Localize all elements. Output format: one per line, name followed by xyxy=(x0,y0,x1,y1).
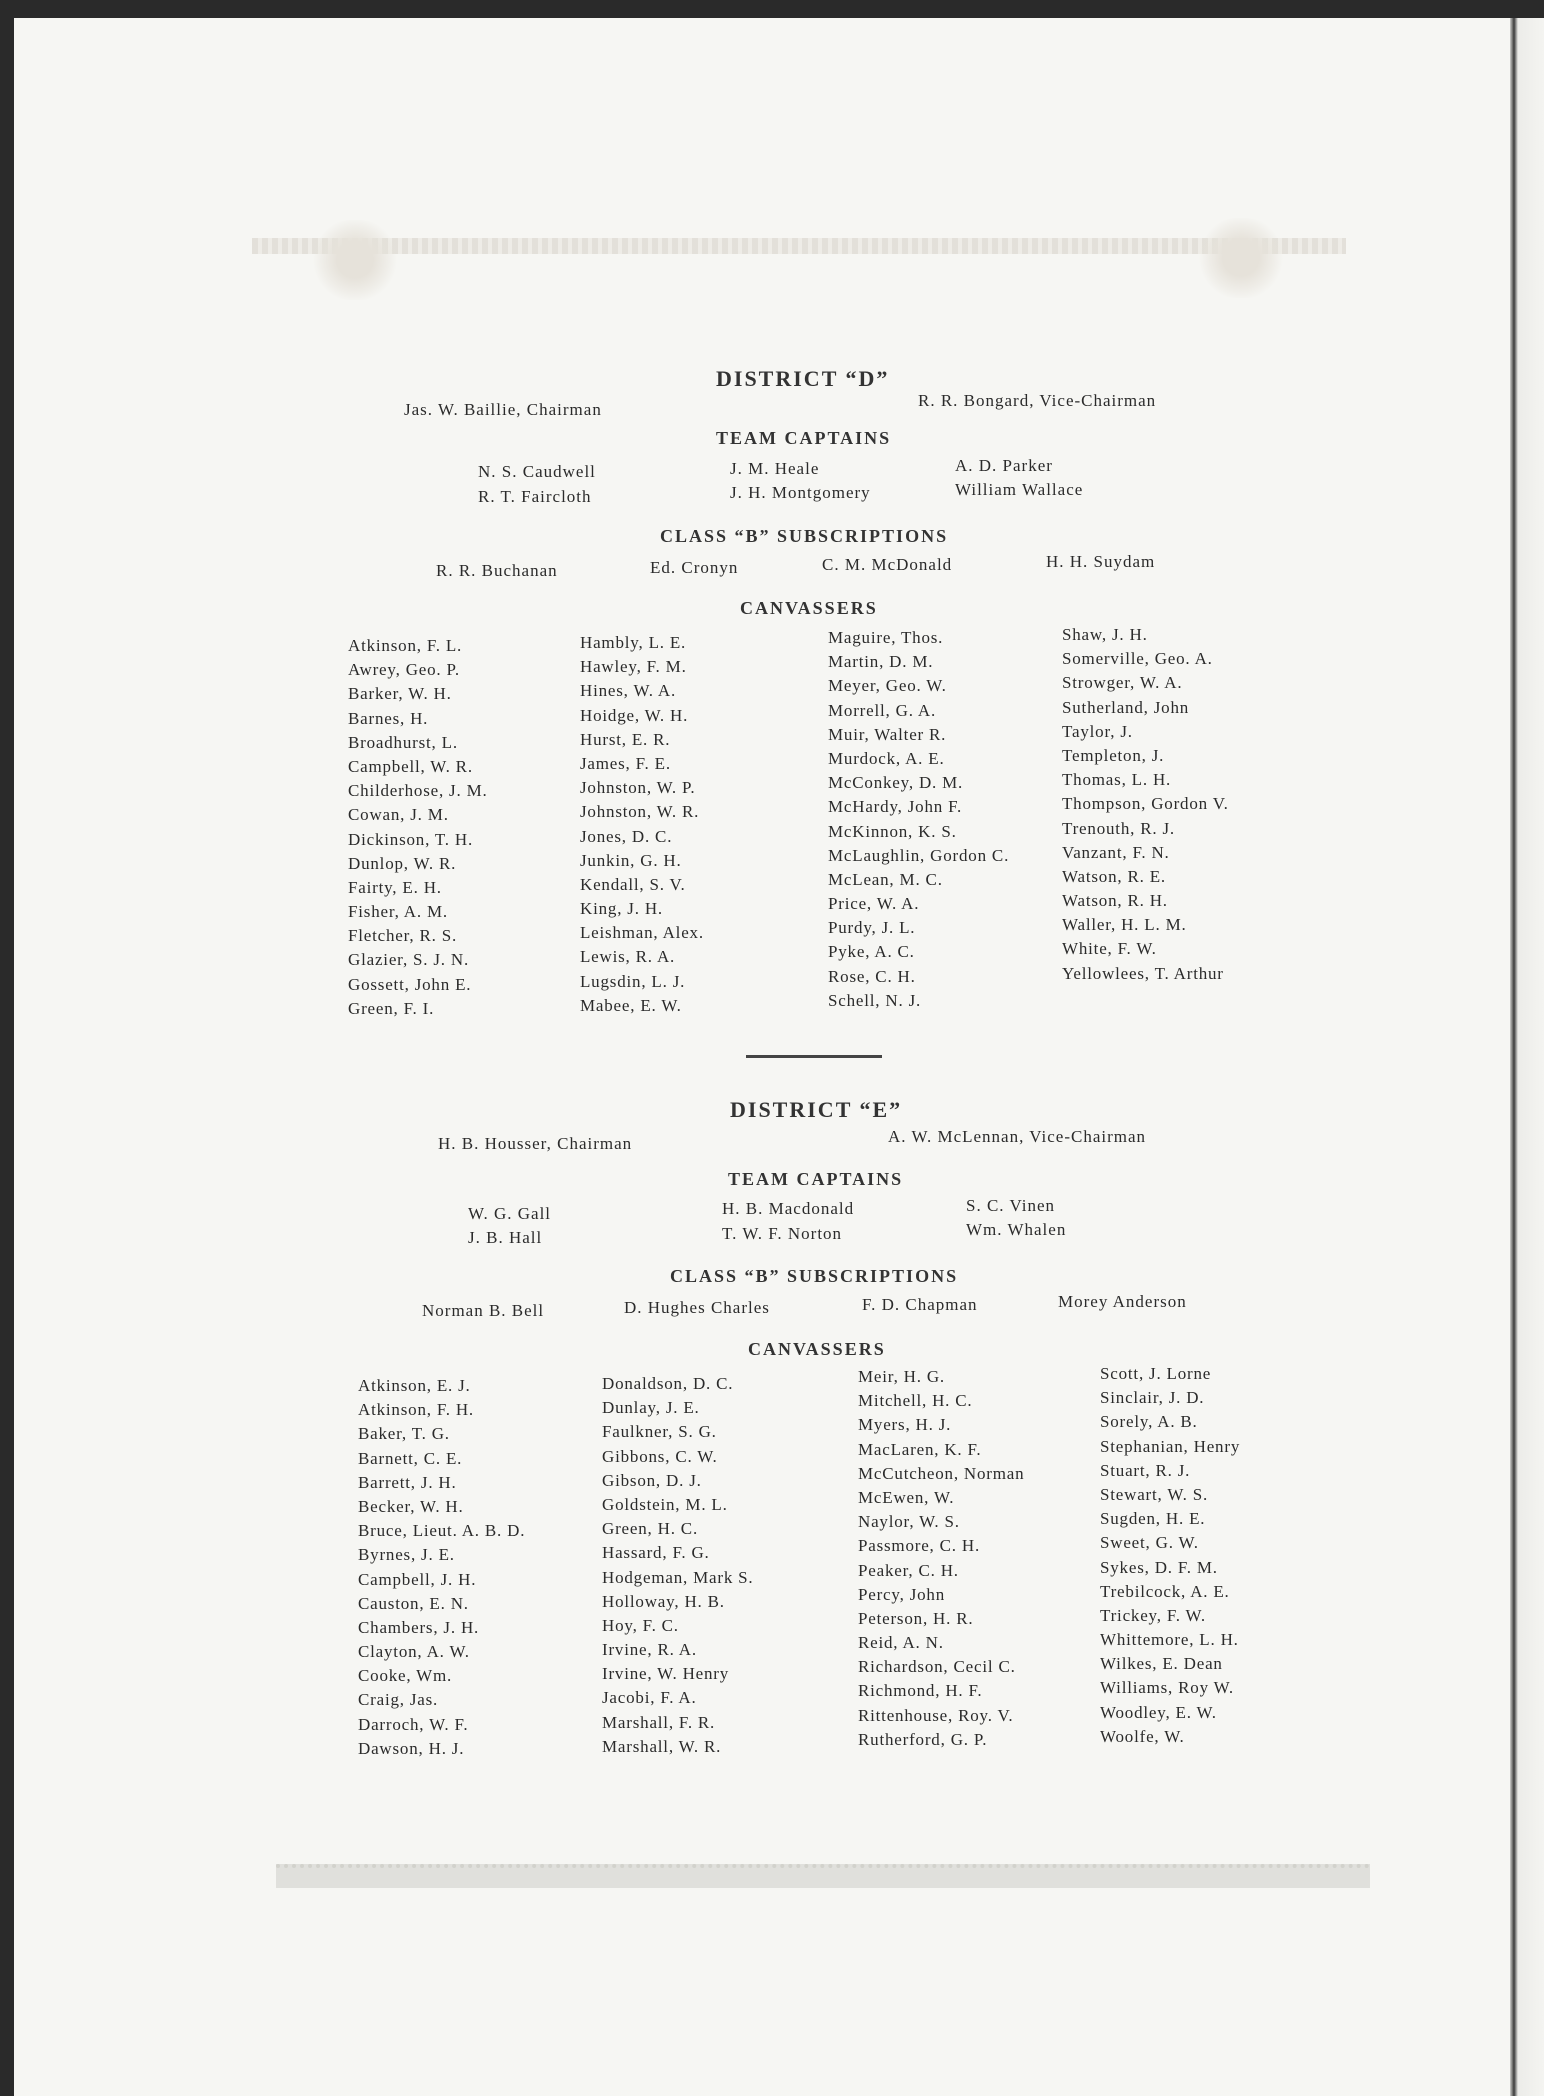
district-d-canvassers-col-3 xyxy=(828,626,1009,1013)
canvasser-name: Purdy, J. L. xyxy=(828,918,916,938)
canvasser-name: Craig, Jas. xyxy=(358,1690,439,1710)
canvasser-name: Stuart, R. J. xyxy=(1100,1460,1191,1480)
district-e-captain: W. G. Gall xyxy=(468,1204,552,1223)
district-d-canvassers-col-4 xyxy=(1062,623,1229,986)
canvasser-name: Hodgeman, Mark S. xyxy=(602,1567,754,1587)
canvasser-name: Woolfe, W. xyxy=(1100,1726,1185,1746)
canvasser-name: Woodley, E. W. xyxy=(1100,1702,1217,1722)
canvasser-name: Gibson, D. J. xyxy=(602,1470,702,1490)
canvasser-name: Green, F. I. xyxy=(348,998,435,1018)
canvasser-name: Becker, W. H. xyxy=(358,1496,464,1516)
district-d-chairman: Jas. W. Baillie, Chairman xyxy=(404,400,602,419)
canvasser-name: Taylor, J. xyxy=(1062,721,1133,741)
canvasser-name: Baker, T. G. xyxy=(358,1424,450,1444)
canvasser-name: Trickey, F. W. xyxy=(1100,1605,1206,1625)
district-e-captain: H. B. Macdonald xyxy=(722,1199,855,1218)
canvasser-name: McLean, M. C. xyxy=(828,869,943,889)
canvasser-name: Awrey, Geo. P. xyxy=(348,660,460,680)
canvasser-name: Jacobi, F. A. xyxy=(602,1688,697,1708)
canvasser-name: Yellowlees, T. Arthur xyxy=(1062,963,1224,983)
canvasser-name: Barrett, J. H. xyxy=(358,1472,457,1492)
canvasser-name: Marshall, F. R. xyxy=(602,1712,716,1732)
canvasser-name: Gibbons, C. W. xyxy=(602,1446,718,1466)
canvasser-name: Myers, H. J. xyxy=(858,1415,952,1435)
district-d-canvassers-col-2 xyxy=(580,631,704,1018)
canvasser-name: Percy, John xyxy=(858,1584,946,1604)
canvasser-name: Rittenhouse, Roy. V. xyxy=(858,1705,1014,1725)
canvasser-name: Passmore, C. H. xyxy=(858,1536,981,1556)
canvasser-name: Atkinson, E. J. xyxy=(358,1376,471,1395)
canvasser-name: Donaldson, D. C. xyxy=(602,1374,734,1393)
canvasser-name: Wilkes, E. Dean xyxy=(1100,1654,1223,1674)
canvasser-name: Somerville, Geo. A. xyxy=(1062,649,1213,669)
district-e-class-b-name: Morey Anderson xyxy=(1058,1292,1187,1311)
district-d-team-captains-heading: TEAM CAPTAINS xyxy=(716,428,892,448)
district-e-class-b-name: D. Hughes Charles xyxy=(624,1298,770,1317)
district-d-canvassers-col-1 xyxy=(348,634,488,1021)
canvasser-name: Peterson, H. R. xyxy=(858,1608,974,1628)
canvasser-name: Campbell, J. H. xyxy=(358,1569,477,1589)
canvasser-name: Hawley, F. M. xyxy=(580,657,687,677)
canvasser-name: Fletcher, R. S. xyxy=(348,926,458,946)
canvasser-name: Vanzant, F. N. xyxy=(1062,842,1170,862)
canvasser-name: Leishman, Alex. xyxy=(580,923,704,943)
canvasser-name: Johnston, W. P. xyxy=(580,778,696,798)
section-divider xyxy=(746,1055,882,1058)
district-d-class-b-heading: CLASS “B” SUBSCRIPTIONS xyxy=(660,526,949,546)
canvasser-name: Hines, W. A. xyxy=(580,681,677,701)
canvasser-name: Sweet, G. W. xyxy=(1100,1533,1199,1553)
canvasser-name: Broadhurst, L. xyxy=(348,732,458,752)
canvasser-name: Hoy, F. C. xyxy=(602,1615,679,1635)
canvasser-name: Atkinson, F. L. xyxy=(348,636,463,655)
canvasser-name: Trenouth, R. J. xyxy=(1062,818,1175,838)
district-d-canvassers-heading: CANVASSERS xyxy=(740,598,878,618)
canvasser-name: Fairty, E. H. xyxy=(348,877,442,897)
district-e-canvassers-col-1 xyxy=(358,1374,525,1761)
district-d-class-b-name: C. M. McDonald xyxy=(822,555,953,574)
canvasser-name: Darroch, W. F. xyxy=(358,1714,469,1734)
canvasser-name: Watson, R. H. xyxy=(1062,891,1168,911)
canvasser-name: Muir, Walter R. xyxy=(828,724,947,744)
district-e-captain: J. B. Hall xyxy=(468,1228,543,1247)
canvasser-name: Atkinson, F. H. xyxy=(358,1400,474,1420)
canvasser-name: Peaker, C. H. xyxy=(858,1560,959,1580)
canvasser-name: McHardy, John F. xyxy=(828,797,963,817)
canvasser-name: McConkey, D. M. xyxy=(828,773,964,793)
canvasser-name: Stephanian, Henry xyxy=(1100,1436,1241,1456)
canvasser-name: Reid, A. N. xyxy=(858,1633,944,1653)
canvasser-name: Irvine, W. Henry xyxy=(602,1664,730,1684)
district-d-captain: N. S. Caudwell xyxy=(478,462,596,481)
top-ornament-band xyxy=(252,238,1346,254)
canvasser-name: Hurst, E. R. xyxy=(580,729,671,749)
district-e-captain: S. C. Vinen xyxy=(966,1196,1056,1215)
canvasser-name: Richardson, Cecil C. xyxy=(858,1657,1016,1677)
canvasser-name: Cooke, Wm. xyxy=(358,1666,453,1686)
canvasser-name: Bruce, Lieut. A. B. D. xyxy=(358,1521,526,1541)
canvasser-name: Chambers, J. H. xyxy=(358,1617,480,1637)
district-e-class-b-name: Norman B. Bell xyxy=(422,1301,545,1320)
canvasser-name: Hassard, F. G. xyxy=(602,1543,710,1563)
canvasser-name: Stewart, W. S. xyxy=(1100,1484,1209,1504)
canvasser-name: James, F. E. xyxy=(580,753,671,773)
canvasser-name: Maguire, Thos. xyxy=(828,628,944,647)
canvasser-name: Barker, W. H. xyxy=(348,684,452,704)
canvasser-name: Murdock, A. E. xyxy=(828,748,945,768)
canvasser-name: Richmond, H. F. xyxy=(858,1681,983,1701)
district-d-captain: A. D. Parker xyxy=(955,456,1053,475)
canvasser-name: Faulkner, S. G. xyxy=(602,1422,717,1442)
left-flourish xyxy=(310,220,400,300)
canvasser-name: Sutherland, John xyxy=(1062,697,1190,717)
canvasser-name: Trebilcock, A. E. xyxy=(1100,1581,1230,1601)
canvasser-name: Thompson, Gordon V. xyxy=(1062,794,1229,814)
canvasser-name: Green, H. C. xyxy=(602,1519,698,1539)
canvasser-name: Rutherford, G. P. xyxy=(858,1729,988,1749)
district-d-class-b-name: Ed. Cronyn xyxy=(650,558,739,577)
district-d-captain: William Wallace xyxy=(955,480,1084,499)
canvasser-name: Holloway, H. B. xyxy=(602,1591,725,1611)
canvasser-name: Mabee, E. W. xyxy=(580,995,682,1015)
canvasser-name: White, F. W. xyxy=(1062,939,1157,959)
canvasser-name: Cowan, J. M. xyxy=(348,805,449,825)
canvasser-name: Scott, J. Lorne xyxy=(1100,1364,1212,1383)
district-e-captain: T. W. F. Norton xyxy=(722,1224,843,1243)
canvasser-name: Meir, H. G. xyxy=(858,1367,945,1386)
canvasser-name: Lugsdin, L. J. xyxy=(580,971,686,991)
canvasser-name: Sorely, A. B. xyxy=(1100,1412,1198,1432)
canvasser-name: Junkin, G. H. xyxy=(580,850,682,870)
canvasser-name: Hambly, L. E. xyxy=(580,633,687,652)
district-e-canvassers-col-3 xyxy=(858,1365,1024,1752)
canvasser-name: Glazier, S. J. N. xyxy=(348,950,470,970)
canvasser-name: Williams, Roy W. xyxy=(1100,1678,1234,1698)
canvasser-name: Dunlop, W. R. xyxy=(348,853,457,873)
canvasser-name: Dunlay, J. E. xyxy=(602,1398,700,1418)
district-d-captain: J. M. Heale xyxy=(730,459,820,478)
canvasser-name: Naylor, W. S. xyxy=(858,1512,960,1532)
canvasser-name: Hoidge, W. H. xyxy=(580,705,689,725)
canvasser-name: Whittemore, L. H. xyxy=(1100,1630,1239,1650)
page-edge xyxy=(1510,18,1544,2096)
canvasser-name: Pyke, A. C. xyxy=(828,942,915,962)
canvasser-name: Waller, H. L. M. xyxy=(1062,915,1187,935)
canvasser-name: Dickinson, T. H. xyxy=(348,829,474,849)
canvasser-name: Johnston, W. R. xyxy=(580,802,700,822)
canvasser-name: Sugden, H. E. xyxy=(1100,1509,1206,1529)
district-e-captain: Wm. Whalen xyxy=(966,1220,1067,1239)
canvasser-name: Jones, D. C. xyxy=(580,826,673,846)
canvasser-name: Meyer, Geo. W. xyxy=(828,676,947,696)
canvasser-name: Barnes, H. xyxy=(348,708,429,728)
district-e-canvassers-col-4 xyxy=(1100,1362,1240,1749)
district-d-vice-chairman: R. R. Bongard, Vice-Chairman xyxy=(918,391,1157,410)
canvasser-name: Gossett, John E. xyxy=(348,974,472,994)
canvasser-name: Strowger, W. A. xyxy=(1062,673,1183,693)
canvasser-name: King, J. H. xyxy=(580,899,663,919)
canvasser-name: Marshall, W. R. xyxy=(602,1736,722,1756)
canvasser-name: Barnett, C. E. xyxy=(358,1448,463,1468)
district-e-team-captains-heading: TEAM CAPTAINS xyxy=(728,1169,904,1189)
canvasser-name: Byrnes, J. E. xyxy=(358,1545,455,1565)
canvasser-name: MacLaren, K. F. xyxy=(858,1439,982,1459)
district-e-vice-chairman: A. W. McLennan, Vice-Chairman xyxy=(888,1127,1147,1146)
district-e-chairman: H. B. Housser, Chairman xyxy=(438,1134,633,1153)
canvasser-name: McLaughlin, Gordon C. xyxy=(828,845,1010,865)
canvasser-name: Morrell, G. A. xyxy=(828,700,936,720)
district-e-class-b-heading: CLASS “B” SUBSCRIPTIONS xyxy=(670,1266,959,1286)
canvasser-name: Childerhose, J. M. xyxy=(348,781,488,801)
district-d-title: DISTRICT “D” xyxy=(716,366,890,391)
district-e-canvassers-col-2 xyxy=(602,1372,753,1759)
canvasser-name: Watson, R. E. xyxy=(1062,866,1166,886)
canvasser-name: McCutcheon, Norman xyxy=(858,1463,1025,1483)
district-d-class-b-name: H. H. Suydam xyxy=(1046,552,1156,571)
canvasser-name: McEwen, W. xyxy=(858,1487,955,1507)
canvasser-name: Clayton, A. W. xyxy=(358,1642,470,1662)
district-e-canvassers-heading: CANVASSERS xyxy=(748,1339,886,1359)
canvasser-name: Rose, C. H. xyxy=(828,966,916,986)
district-e-title: DISTRICT “E” xyxy=(730,1097,903,1122)
canvasser-name: Schell, N. J. xyxy=(828,990,922,1010)
district-e-class-b-name: F. D. Chapman xyxy=(862,1295,978,1314)
canvasser-name: Lewis, R. A. xyxy=(580,947,676,967)
canvasser-name: Mitchell, H. C. xyxy=(858,1391,973,1411)
canvasser-name: Kendall, S. V. xyxy=(580,874,686,894)
district-d-captain: R. T. Faircloth xyxy=(478,487,592,506)
canvasser-name: Causton, E. N. xyxy=(358,1593,469,1613)
canvasser-name: Sinclair, J. D. xyxy=(1100,1388,1205,1408)
canvasser-name: Irvine, R. A. xyxy=(602,1640,697,1660)
canvasser-name: Martin, D. M. xyxy=(828,652,934,672)
bottom-ornament-band xyxy=(276,1864,1370,1888)
right-flourish xyxy=(1196,218,1286,298)
canvasser-name: Price, W. A. xyxy=(828,894,920,914)
canvasser-name: Campbell, W. R. xyxy=(348,756,473,776)
district-d-captain: J. H. Montgomery xyxy=(730,483,871,502)
canvasser-name: Templeton, J. xyxy=(1062,745,1165,765)
canvasser-name: McKinnon, K. S. xyxy=(828,821,957,841)
canvasser-name: Dawson, H. J. xyxy=(358,1738,465,1758)
canvasser-name: Shaw, J. H. xyxy=(1062,625,1148,644)
canvasser-name: Thomas, L. H. xyxy=(1062,770,1172,790)
canvasser-name: Goldstein, M. L. xyxy=(602,1494,728,1514)
canvasser-name: Fisher, A. M. xyxy=(348,902,448,922)
canvasser-name: Sykes, D. F. M. xyxy=(1100,1557,1218,1577)
district-d-class-b-name: R. R. Buchanan xyxy=(436,561,558,580)
